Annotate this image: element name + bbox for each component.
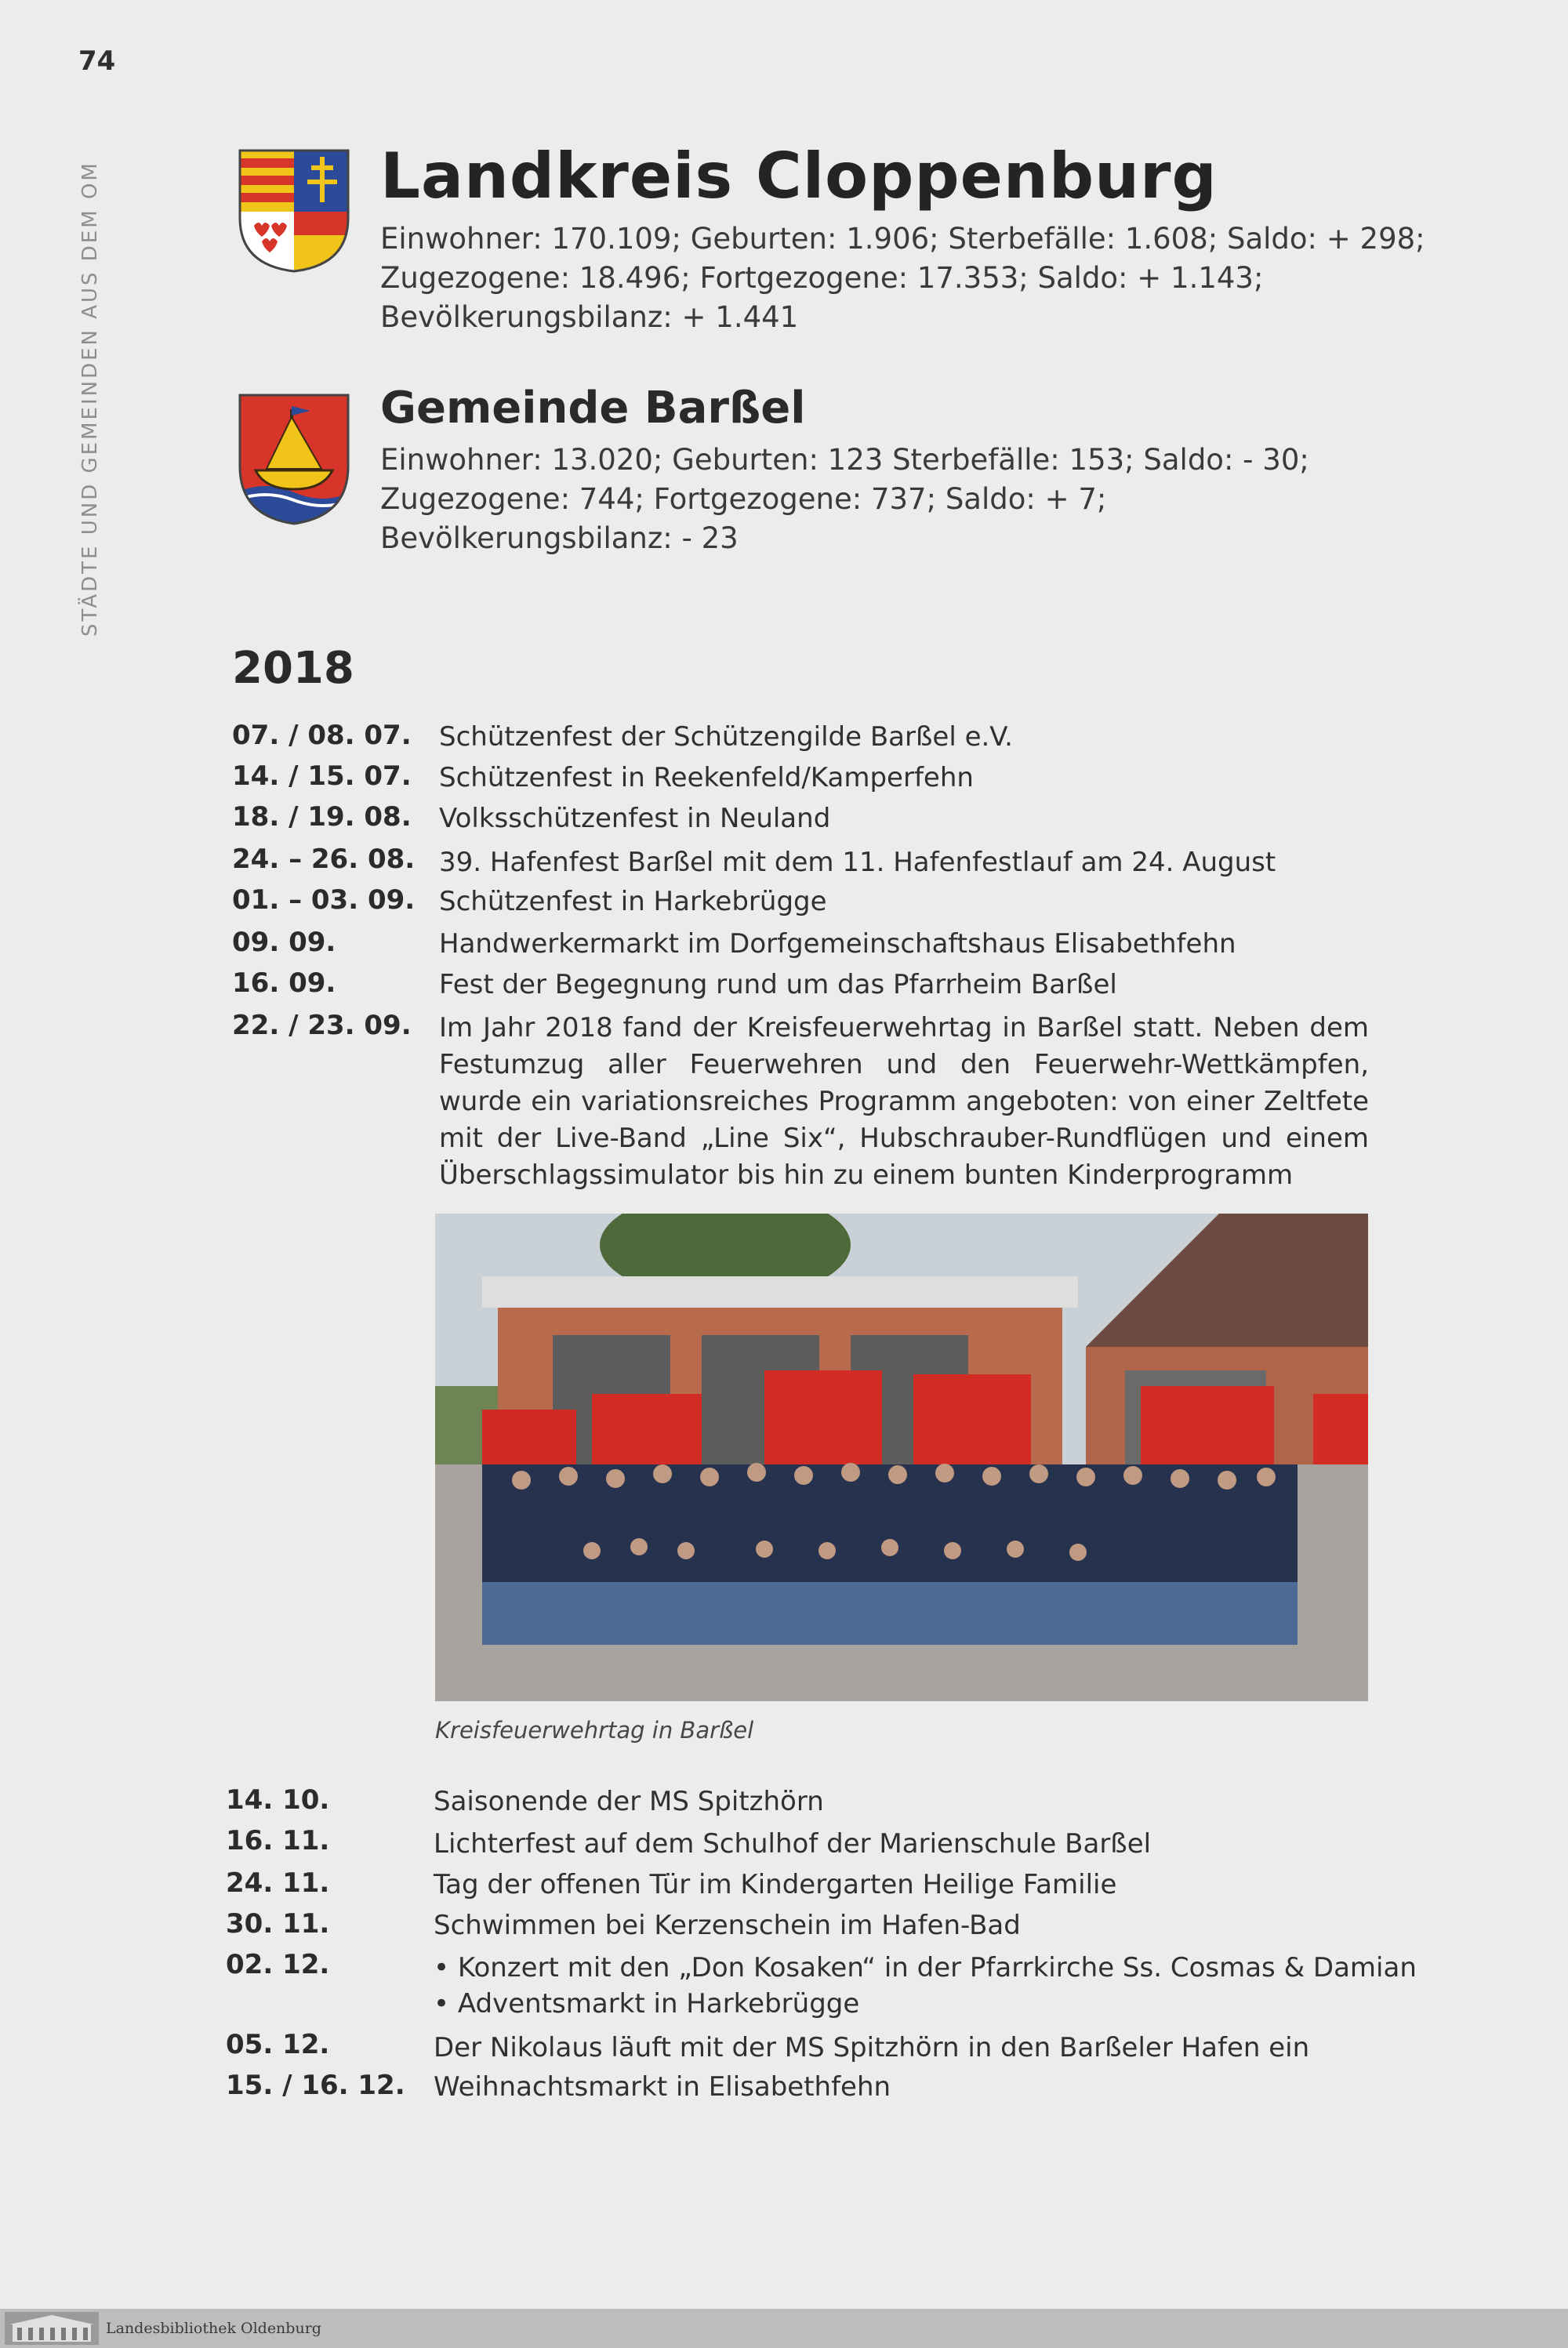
side-label: STÄDTE UND GEMEINDEN AUS DEM OM	[78, 161, 102, 637]
event-text: Lichterfest auf dem Schulhof der Marienschule Barßel	[434, 1828, 1152, 1860]
library-building-icon	[5, 2312, 99, 2345]
event-date: 14. / 15. 07.	[232, 760, 412, 792]
gemeinde-title: Gemeinde Barßel	[380, 383, 806, 434]
landkreis-stats-line: Bevölkerungsbilanz: + 1.441	[380, 300, 799, 334]
event-date: 24. – 26. 08.	[232, 844, 416, 875]
event-date: 15. / 16. 12.	[226, 2070, 405, 2101]
event-date: 05. 12.	[226, 2029, 330, 2060]
gemeinde-stats-line: Zugezogene: 744; Fortgezogene: 737; Saldo: + 7;	[380, 482, 1107, 516]
landkreis-stats	[380, 220, 1425, 337]
event-text: Schützenfest in Harkebrügge	[439, 886, 827, 917]
event-text: Saisonende der MS Spitzhörn	[434, 1786, 824, 1817]
event-text: • Adventsmarkt in Harkebrügge	[434, 1988, 860, 2020]
event-text: Weihnachtsmarkt in Elisabethfehn	[434, 2071, 891, 2103]
event-description: Im Jahr 2018 fand der Kreisfeuerwehrtag in Barßel statt. Neben dem Festumzug aller Feuerwehren und den Feuerwehr-Wettkämpfen, wurde ein variationsreiches Programm angeboten: von einer Zeltfete mit der Live-Band „Line Six“, Hubschrauber-Rundflügen und einem Überschlagssimulator bis hin zu einem bunten Kinderprogramm	[439, 1012, 1369, 1191]
event-text: Schützenfest in Reekenfeld/Kamperfehn	[439, 762, 974, 793]
library-name: Landesbibliothek Oldenburg	[106, 2320, 321, 2337]
event-text: Handwerkermarkt im Dorfgemeinschaftshaus Elisabethfehn	[439, 928, 1236, 960]
event-text: Fest der Begegnung rund um das Pfarrheim Barßel	[439, 969, 1117, 1000]
landkreis-stats-line: Einwohner: 170.109; Geburten: 1.906; Sterbefälle: 1.608; Saldo: + 298;	[380, 222, 1425, 256]
event-date: 24. 11.	[226, 1867, 330, 1899]
fire-brigade-group-photo	[435, 1214, 1368, 1701]
page-number: 74	[78, 45, 116, 77]
library-footer	[0, 2309, 1568, 2348]
event-text: Der Nikolaus läuft mit der MS Spitzhörn in den Barßeler Hafen ein	[434, 2032, 1310, 2063]
year-heading: 2018	[232, 643, 354, 694]
landkreis-title: Landkreis Cloppenburg	[380, 140, 1218, 212]
event-date: 07. / 08. 07.	[232, 720, 412, 751]
event-text: 39. Hafenfest Barßel mit dem 11. Hafenfestlauf am 24. August	[439, 847, 1276, 878]
event-date: 02. 12.	[226, 1949, 330, 1980]
landkreis-stats-line: Zugezogene: 18.496; Fortgezogene: 17.353; Saldo: + 1.143;	[380, 261, 1264, 295]
event-date: 30. 11.	[226, 1908, 330, 1940]
cloppenburg-coat-of-arms	[237, 147, 351, 274]
gemeinde-stats	[380, 441, 1415, 558]
event-date: 16. 09.	[232, 967, 336, 999]
event-text: Schwimmen bei Kerzenschein im Hafen-Bad	[434, 1910, 1021, 1941]
event-date: 18. / 19. 08.	[232, 801, 412, 833]
gemeinde-stats-line: Einwohner: 13.020; Geburten: 123 Sterbefälle: 153; Saldo: - 30;	[380, 443, 1309, 477]
event-date: 01. – 03. 09.	[232, 884, 416, 916]
event-date: 09. 09.	[232, 927, 336, 958]
event-text: • Konzert mit den „Don Kosaken“ in der Pfarrkirche Ss. Cosmas & Damian	[434, 1952, 1417, 1983]
event-text: Volksschützenfest in Neuland	[439, 803, 831, 834]
photo-caption: Kreisfeuerwehrtag in Barßel	[435, 1717, 754, 1744]
event-date: 14. 10.	[226, 1784, 330, 1816]
event-date: 16. 11.	[226, 1825, 330, 1856]
event-text: Schützenfest der Schützengilde Barßel e.V.	[439, 721, 1013, 753]
barssel-coat-of-arms	[237, 392, 351, 527]
gemeinde-stats-line: Bevölkerungsbilanz: - 23	[380, 521, 739, 555]
event-date: 22. / 23. 09.	[232, 1010, 412, 1041]
event-text: Tag der offenen Tür im Kindergarten Heilige Familie	[434, 1869, 1117, 1900]
